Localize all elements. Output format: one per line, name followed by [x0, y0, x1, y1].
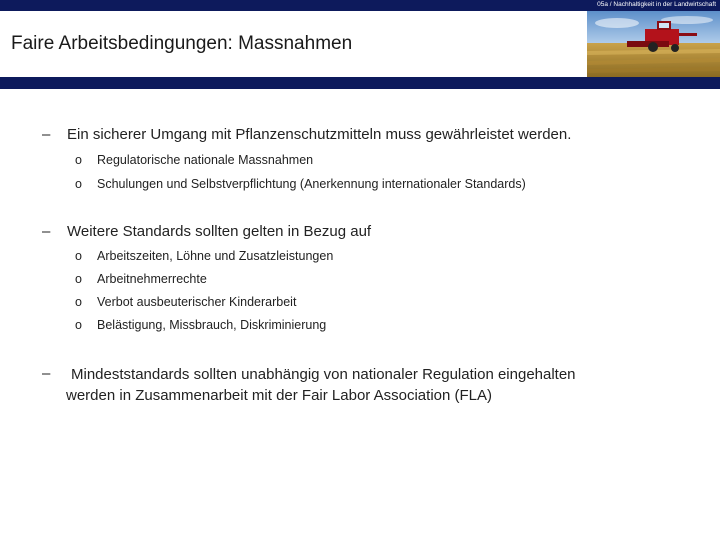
header-caption: 05a / Nachhaltigkeit in der Landwirtschaft [597, 1, 716, 8]
point-1-sub-2-text: Schulungen und Selbstverpflichtung (Anerkennung internationaler Standards) [97, 177, 526, 191]
point-2-sub-1-text: Arbeitszeiten, Löhne und Zusatzleistungen [97, 249, 334, 263]
circle-bullet: o [75, 318, 82, 332]
point-1-sub-1-text: Regulatorische nationale Massnahmen [97, 153, 314, 167]
circle-bullet: o [75, 295, 82, 309]
circle-bullet: o [75, 249, 82, 263]
circle-bullet: o [75, 272, 82, 286]
dash-bullet: – [42, 126, 51, 143]
circle-bullet: o [75, 153, 82, 167]
circle-bullet: o [75, 177, 82, 191]
point-2-sub-4-text: Belästigung, Missbrauch, Diskriminierung [97, 318, 327, 332]
point-3-line-1: Mindeststandards sollten unabhängig von nationaler Regulation eingehalten [71, 366, 576, 383]
point-2-text: Weitere Standards sollten gelten in Bezug auf [67, 223, 372, 240]
point-1-text: Ein sicherer Umgang mit Pflanzenschutzmitteln muss gewährleistet werden. [67, 126, 572, 143]
point-2-sub-2-text: Arbeitnehmerrechte [97, 272, 207, 286]
dash-bullet: – [42, 365, 51, 382]
slide-title: Faire Arbeitsbedingungen: Massnahmen [11, 33, 353, 54]
point-3-line-2: werden in Zusammenarbeit mit der Fair Labor Association (FLA) [66, 387, 493, 404]
point-2-sub-3-text: Verbot ausbeuterischer Kinderarbeit [97, 295, 297, 309]
dash-bullet: – [42, 223, 51, 240]
